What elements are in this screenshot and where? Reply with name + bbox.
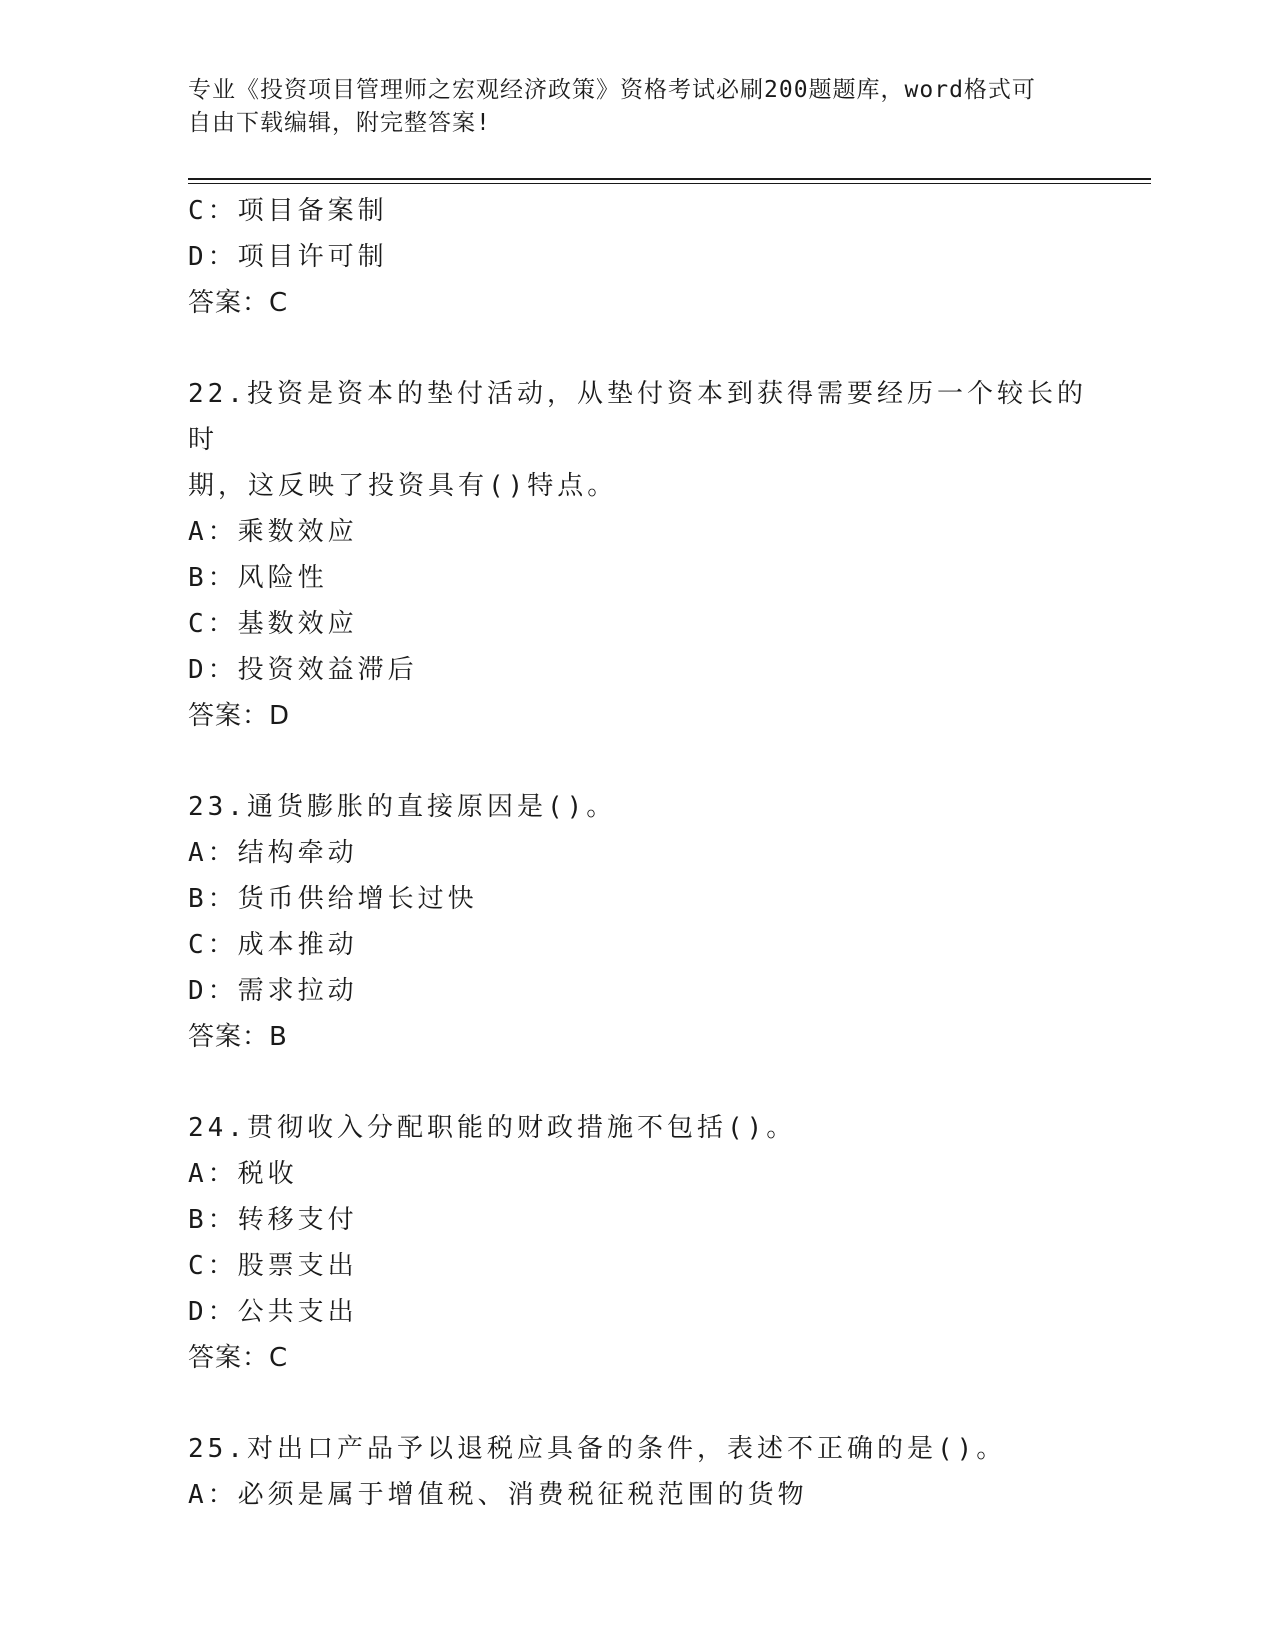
- question-spacer: [188, 1381, 1088, 1426]
- answer-line: 答案：D: [188, 701, 291, 731]
- option-a: A：结构牵动: [188, 838, 358, 868]
- answer-line: 答案：C: [188, 288, 289, 318]
- option-d: D：需求拉动: [188, 976, 358, 1006]
- option-b: B：货币供给增长过快: [188, 884, 478, 914]
- option-b: B：转移支付: [188, 1205, 358, 1235]
- answer-line: 答案：C: [188, 1343, 289, 1373]
- option-a: A：乘数效应: [188, 517, 358, 547]
- option-c: C：基数效应: [188, 609, 358, 639]
- page-header: [188, 74, 1078, 140]
- header-title-line-1: 专业《投资项目管理师之宏观经济政策》资格考试必刷200题题库，word格式可: [188, 77, 1036, 103]
- question-spacer: [188, 1060, 1088, 1105]
- option-a: A：税收: [188, 1159, 298, 1189]
- option-c: C：成本推动: [188, 930, 358, 960]
- header-divider: [188, 178, 1151, 184]
- question-22: [188, 371, 1088, 739]
- question-text-line: 23.通货膨胀的直接原因是()。: [188, 792, 617, 822]
- question-spacer: [188, 739, 1088, 784]
- option-c: C：股票支出: [188, 1251, 358, 1281]
- question-23: [188, 784, 1088, 1060]
- question-text-line: 24.贯彻收入分配职能的财政措施不包括()。: [188, 1113, 797, 1143]
- option-a: A：必须是属于增值税、消费税征税范围的货物: [188, 1480, 808, 1510]
- option-d: D：投资效益滞后: [188, 655, 418, 685]
- question-24: [188, 1105, 1088, 1381]
- option-b: B：风险性: [188, 563, 328, 593]
- question-25: [188, 1426, 1088, 1518]
- question-text-line: 22.投资是资本的垫付活动，从垫付资本到获得需要经历一个较长的时: [188, 379, 1087, 455]
- option-c: C：项目备案制: [188, 196, 388, 226]
- question-spacer: [188, 326, 1088, 371]
- option-d: D：项目许可制: [188, 242, 388, 272]
- answer-line: 答案：B: [188, 1022, 288, 1052]
- question-list: [188, 188, 1088, 1518]
- option-d: D：公共支出: [188, 1297, 358, 1327]
- question-21-tail: [188, 188, 1088, 326]
- header-title-line-2: 自由下载编辑，附完整答案!: [188, 110, 491, 136]
- question-text-line: 25.对出口产品予以退税应具备的条件，表述不正确的是()。: [188, 1434, 1007, 1464]
- question-text-line: 期，这反映了投资具有()特点。: [188, 471, 618, 501]
